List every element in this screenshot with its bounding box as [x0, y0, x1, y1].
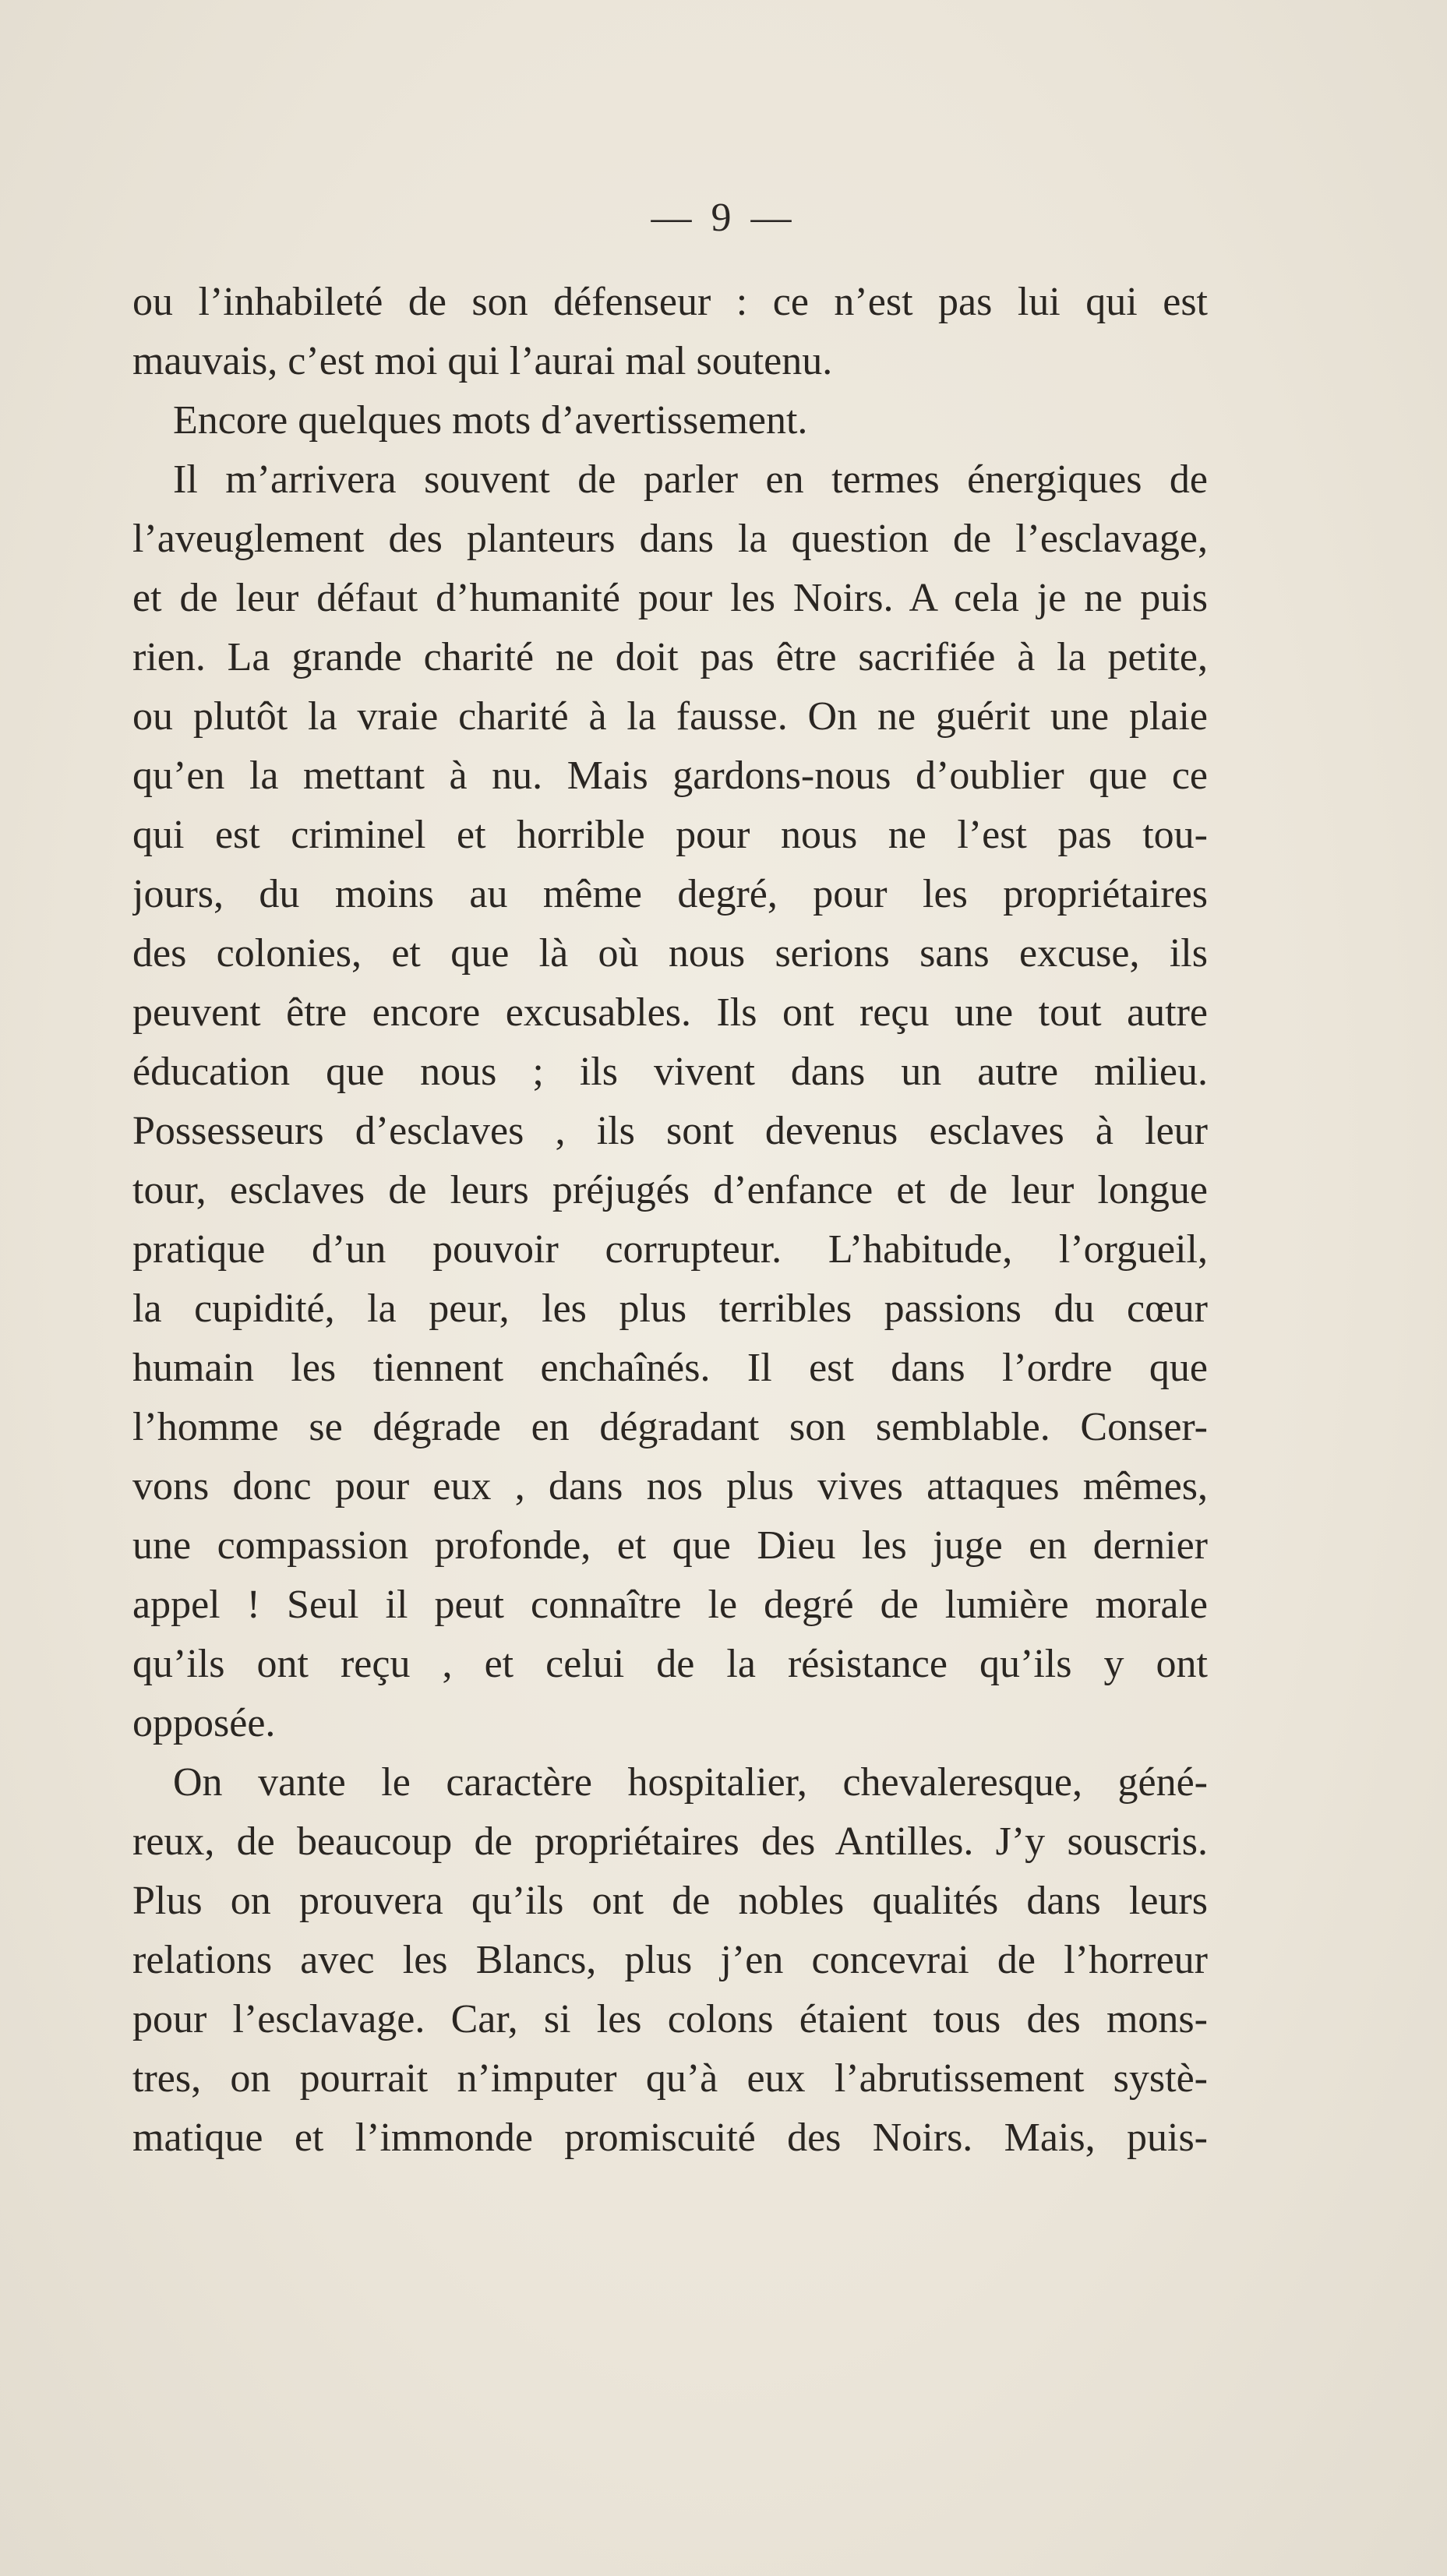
- text-line: pour l’esclavage. Car, si les colons étaient tous des mons-: [132, 1997, 1208, 2041]
- text-line: ou l’inhabileté de son défenseur : ce n’est pas lui qui est: [132, 280, 1208, 324]
- text-line: Plus on prouvera qu’ils ont de nobles qualités dans leurs: [132, 1879, 1208, 1923]
- text-line: Encore quelques mots d’avertissement.: [173, 398, 808, 443]
- text-line: la cupidité, la peur, les plus terribles passions du cœur: [132, 1286, 1208, 1331]
- text-line: reux, de beaucoup de propriétaires des Antilles. J’y souscris.: [132, 1819, 1208, 1864]
- text-line: Il m’arrivera souvent de parler en termes énergiques de: [173, 457, 1208, 502]
- text-line: humain les tiennent enchaînés. Il est dans l’ordre que: [132, 1346, 1208, 1390]
- text-line: appel ! Seul il peut connaître le degré de lumière morale: [132, 1583, 1208, 1627]
- text-line: l’homme se dégrade en dégradant son semblable. Conser-: [132, 1405, 1208, 1449]
- text-line: tres, on pourrait n’imputer qu’à eux l’abrutissement systè-: [132, 2056, 1208, 2101]
- text-line: rien. La grande charité ne doit pas être sacrifiée à la petite,: [132, 635, 1208, 679]
- text-line: ou plutôt la vraie charité à la fausse. On ne guérit une plaie: [132, 694, 1208, 739]
- text-line: qu’ils ont reçu , et celui de la résistance qu’ils y ont: [132, 1642, 1208, 1686]
- text-line: relations avec les Blancs, plus j’en concevrai de l’horreur: [132, 1938, 1208, 1982]
- text-line: pratique d’un pouvoir corrupteur. L’habitude, l’orgueil,: [132, 1227, 1208, 1272]
- text-line: une compassion profonde, et que Dieu les juge en dernier: [132, 1523, 1208, 1568]
- text-line: éducation que nous ; ils vivent dans un autre milieu.: [132, 1050, 1208, 1094]
- page-number: — 9 —: [651, 196, 796, 240]
- text-line: et de leur défaut d’humanité pour les Noirs. A cela je ne puis: [132, 576, 1208, 620]
- text-line: tour, esclaves de leurs préjugés d’enfance et de leur longue: [132, 1168, 1208, 1212]
- text-line: qui est criminel et horrible pour nous ne l’est pas tou-: [132, 813, 1208, 857]
- text-line: vons donc pour eux , dans nos plus vives attaques mêmes,: [132, 1464, 1208, 1509]
- text-line: opposée.: [132, 1701, 276, 1745]
- text-line: On vante le caractère hospitalier, chevaleresque, géné-: [173, 1760, 1208, 1805]
- text-line: des colonies, et que là où nous serions sans excuse, ils: [132, 931, 1208, 976]
- text-line: l’aveuglement des planteurs dans la question de l’esclavage,: [132, 517, 1208, 561]
- text-line: peuvent être encore excusables. Ils ont reçu une tout autre: [132, 990, 1208, 1035]
- text-line: matique et l’immonde promiscuité des Noirs. Mais, puis-: [132, 2115, 1208, 2160]
- text-line: mauvais, c’est moi qui l’aurai mal soutenu.: [132, 339, 833, 383]
- text-line: jours, du moins au même degré, pour les propriétaires: [132, 872, 1208, 916]
- text-line: qu’en la mettant à nu. Mais gardons-nous d’oublier que ce: [132, 753, 1208, 798]
- body-text: [132, 273, 1208, 2168]
- text-line: Possesseurs d’esclaves , ils sont devenus esclaves à leur: [132, 1109, 1208, 1153]
